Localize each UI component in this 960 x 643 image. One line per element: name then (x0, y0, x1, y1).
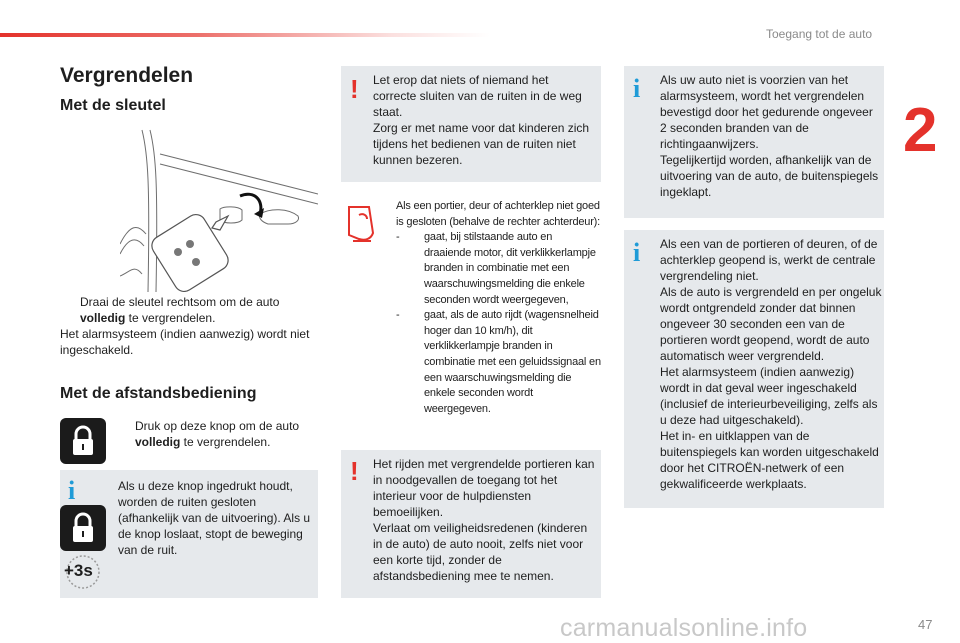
page-number: 47 (918, 617, 933, 632)
warning-locked-driving-text: Het rijden met vergrendelde portieren kan in noodgevallen de toegang tot het interieur voor de hulpdiensten bemoeilijken. Verlaat om veiligheidsredenen (kinderen in de auto) de auto nooit, zelfs niet voor een korte tijd, zonder de afstandsbediening mee te nemen. (373, 457, 595, 583)
badge-label: +3s (64, 561, 93, 580)
remote-step-text: Druk op deze knop om de auto (135, 419, 300, 433)
door-open-item: - gaat, bij stilstaande auto en draaiende motor, dit verklikkerlampje branden in combinatie met een waarschuwingsmelding die enkele seconden wordt weergegeven, (396, 231, 596, 306)
plus-three-seconds-badge (60, 555, 106, 589)
padlock-icon (60, 505, 106, 551)
door-open-item: - gaat, als de auto rijdt (wagensnelheid hoger dan 10 km/h), dit verklikkerlampje branden in combinatie met een geluidssignaal en een waarschuwingsmelding die enkele seconden wordt weergegeven. (396, 309, 601, 415)
car-door-open-icon (343, 203, 377, 243)
subheading-key: Met de sleutel (60, 97, 166, 114)
key-lock-instruction (60, 294, 322, 358)
header-accent-bar (0, 33, 490, 37)
key-step-emphasis: volledig (80, 311, 126, 325)
remote-step-rest: te vergrendelen. (180, 435, 271, 449)
key-in-door-illustration (120, 124, 318, 292)
door-open-intro: Als een portier, deur of achterklep niet goed is gesloten (behalve de rechter achterdeur): (396, 200, 600, 228)
info-hold-text: Als u deze knop ingedrukt houdt, worden de ruiten gesloten (afhankelijk van de uitvoering). Als u de knop loslaat, stopt de beweging van de ruit. (118, 479, 311, 557)
exclamation-icon: ! (350, 74, 359, 104)
watermark: carmanualsonline.info (560, 614, 808, 642)
chapter-number: 2 (903, 96, 938, 165)
key-step-rest: te vergrendelen. (125, 311, 216, 325)
exclamation-icon: ! (350, 456, 359, 486)
subheading-remote: Met de afstandsbediening (60, 385, 257, 402)
warning-windows-text: Let erop dat niets of niemand het correcte sluiten van de ruiten in de weg staat. Zorg er met name voor dat kinderen zich tijdens het bedienen van de ruiten niet kunnen bezeren. (373, 73, 590, 167)
key-alarm-note: Het alarmsysteem (indien aanwezig) wordt niet ingeschakeld. (60, 327, 310, 357)
info-icon: i (633, 238, 641, 267)
padlock-icon (60, 418, 106, 464)
door-open-warning (396, 199, 602, 417)
key-step-text: Draai de sleutel rechtsom om de auto (80, 295, 280, 309)
remote-step-emphasis: volledig (135, 435, 181, 449)
page-title: Vergrendelen (60, 64, 194, 87)
info-icon: i (633, 74, 641, 103)
info-door-open-text: Als een van de portieren of deuren, of de achterklep geopend is, werkt de centrale vergrendeling niet. Als de auto is vergrendeld en per ongeluk wordt ontgrendeld zonder dat binnen ongeveer 30 seconden een van de portieren wordt geopend, wordt de auto automatisch weer vergrendeld. Het alarmsysteem (indien aanwezig) wordt in dat geval weer ingeschakeld (inclusief de interieurbeveiliging, zelfs als u deze had uitgeschakeld). Het in- en uitklappen van de buitenspiegels kan worden uitgeschakeld door het CITROËN-netwerk of een gekwalificeerde werkplaats. (660, 237, 882, 491)
remote-lock-instruction (115, 418, 315, 450)
section-header: Toegang tot de auto (766, 27, 873, 41)
info-no-alarm-text: Als uw auto niet is voorzien van het alarmsysteem, wordt het vergrendelen bevestigd door het gedurende ongeveer 2 seconden branden van de richtingaanwijzers. Tegelijkertijd worden, afhankelijk van de uitvoering van de auto, de buitenspiegels ingeklapt. (660, 73, 879, 199)
info-icon: i (68, 476, 76, 505)
